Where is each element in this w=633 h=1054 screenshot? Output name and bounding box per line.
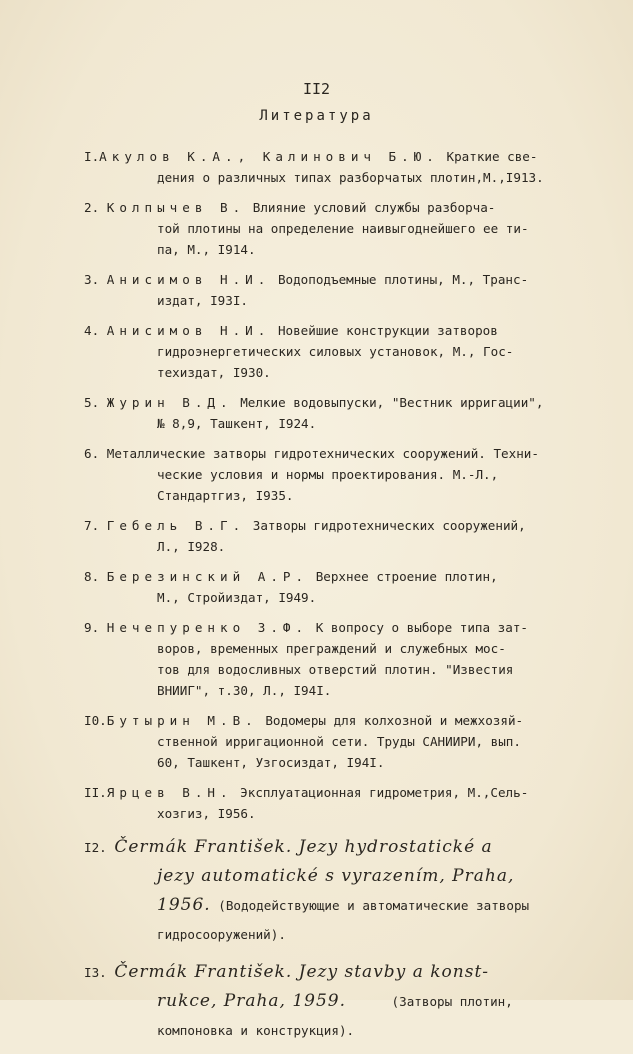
reference-author: Нечепуренко З.Ф. <box>106 620 309 635</box>
reference-text: ческие условия и нормы проектирования. М.-Л., <box>157 467 499 482</box>
reference-text: М., Стройиздат, I949. <box>157 590 317 605</box>
reference-text: Новейшие конструкции затворов <box>277 323 498 338</box>
reference-item <box>84 146 584 188</box>
reference-text: К вопросу о выборе типа зат- <box>315 620 528 635</box>
reference-text: Краткие све- <box>446 149 538 164</box>
handwritten-citation: 1956. <box>157 895 211 915</box>
reference-text: № 8,9, Ташкент, I924. <box>157 416 317 431</box>
reference-number: 7. <box>84 518 100 533</box>
reference-number: I2. <box>84 840 107 855</box>
reference-text: (Вододействующие и автоматические затворы <box>218 898 530 913</box>
reference-item <box>84 515 584 557</box>
reference-text: Влияние условий службы разборча- <box>252 200 496 215</box>
reference-text: Эксплуатационная гидрометрия, М.,Сель- <box>240 785 529 800</box>
reference-text: ВНИИГ", т.30, Л., I94I. <box>157 683 332 698</box>
reference-number: 3. <box>84 272 100 287</box>
page-number: II2 <box>302 80 331 98</box>
reference-text: той плотины на определение наивыгоднейшего ее ти- <box>157 221 529 236</box>
page-title: Литература <box>259 108 374 124</box>
reference-number: I3. <box>84 965 107 980</box>
reference-text: техиздат, I930. <box>157 365 271 380</box>
reference-text: Верхнее строение плотин, <box>315 569 498 584</box>
reference-text: дения о различных типах разборчатых плотин,М.,I913. <box>157 170 544 185</box>
reference-item <box>84 443 584 506</box>
reference-item-handwritten <box>84 833 584 949</box>
reference-number: 9. <box>84 620 100 635</box>
reference-text: Водомеры для колхозной и межхозяй- <box>265 713 524 728</box>
reference-author: Бутырин М.В. <box>106 713 258 728</box>
reference-text: гидроэнергетических силовых установок, М., Гос- <box>157 344 514 359</box>
reference-text: хозгиз, I956. <box>157 806 256 821</box>
reference-text: тов для водосливных отверстий плотин. "Известия <box>157 662 514 677</box>
reference-author: Журин В.Д. <box>106 395 233 410</box>
reference-author: Березинский А.Р. <box>106 569 309 584</box>
reference-author: Анисимов Н.И. <box>106 323 271 338</box>
reference-text: Л., I928. <box>157 539 226 554</box>
handwritten-citation: jezy automatické s vyrazením, Praha, <box>157 866 515 886</box>
reference-text: гидросооружений). <box>157 927 286 942</box>
reference-text: 60, Ташкент, Узгосиздат, I94I. <box>157 755 385 770</box>
reference-text: Мелкие водовыпуски, "Вестник ирригации", <box>240 395 544 410</box>
handwritten-citation: Čermák František. Jezy hydrostatické a <box>114 837 493 857</box>
reference-author: Анисимов Н.И. <box>106 272 271 287</box>
reference-item <box>84 269 584 311</box>
reference-number: 4. <box>84 323 100 338</box>
reference-number: I0. <box>84 713 107 728</box>
reference-author: Ярцев В.Н. <box>106 785 233 800</box>
reference-number: II. <box>84 785 107 800</box>
reference-text: Стандартгиз, I935. <box>157 488 294 503</box>
reference-text: па, М., I914. <box>157 242 256 257</box>
reference-list <box>84 146 584 1054</box>
handwritten-citation: rukce, Praha, 1959. <box>157 991 347 1011</box>
reference-item <box>84 617 584 701</box>
reference-text: издат, I93I. <box>157 293 248 308</box>
reference-author: Акулов К.А., Калинович Б.Ю. <box>99 149 439 164</box>
reference-text: (Затворы плотин, <box>391 994 513 1009</box>
reference-number: I. <box>84 149 100 164</box>
reference-number: 8. <box>84 569 100 584</box>
reference-text: воров, временных преграждений и служебных мос- <box>157 641 506 656</box>
reference-item <box>84 320 584 383</box>
reference-text: ственной ирригационной сети. Труды САНИИРИ, вып. <box>157 734 521 749</box>
reference-item-handwritten <box>84 958 584 1045</box>
reference-number: 6. <box>84 446 100 461</box>
reference-author: Колпычев В. <box>106 200 246 215</box>
reference-number: 2. <box>84 200 100 215</box>
reference-item <box>84 392 584 434</box>
reference-text: Металлические затворы гидротехнических сооружений. Техни- <box>106 446 539 461</box>
handwritten-citation: Čermák František. Jezy stavby a konst- <box>114 962 490 982</box>
reference-item <box>84 566 584 608</box>
reference-text: Затворы гидротехнических сооружений, <box>252 518 526 533</box>
reference-text: Водоподъемные плотины, М., Транс- <box>277 272 529 287</box>
reference-number: 5. <box>84 395 100 410</box>
reference-author: Гебель В.Г. <box>106 518 246 533</box>
reference-item <box>84 710 584 773</box>
reference-item <box>84 782 584 824</box>
reference-text: компоновка и конструкция). <box>157 1023 355 1038</box>
reference-item <box>84 197 584 260</box>
